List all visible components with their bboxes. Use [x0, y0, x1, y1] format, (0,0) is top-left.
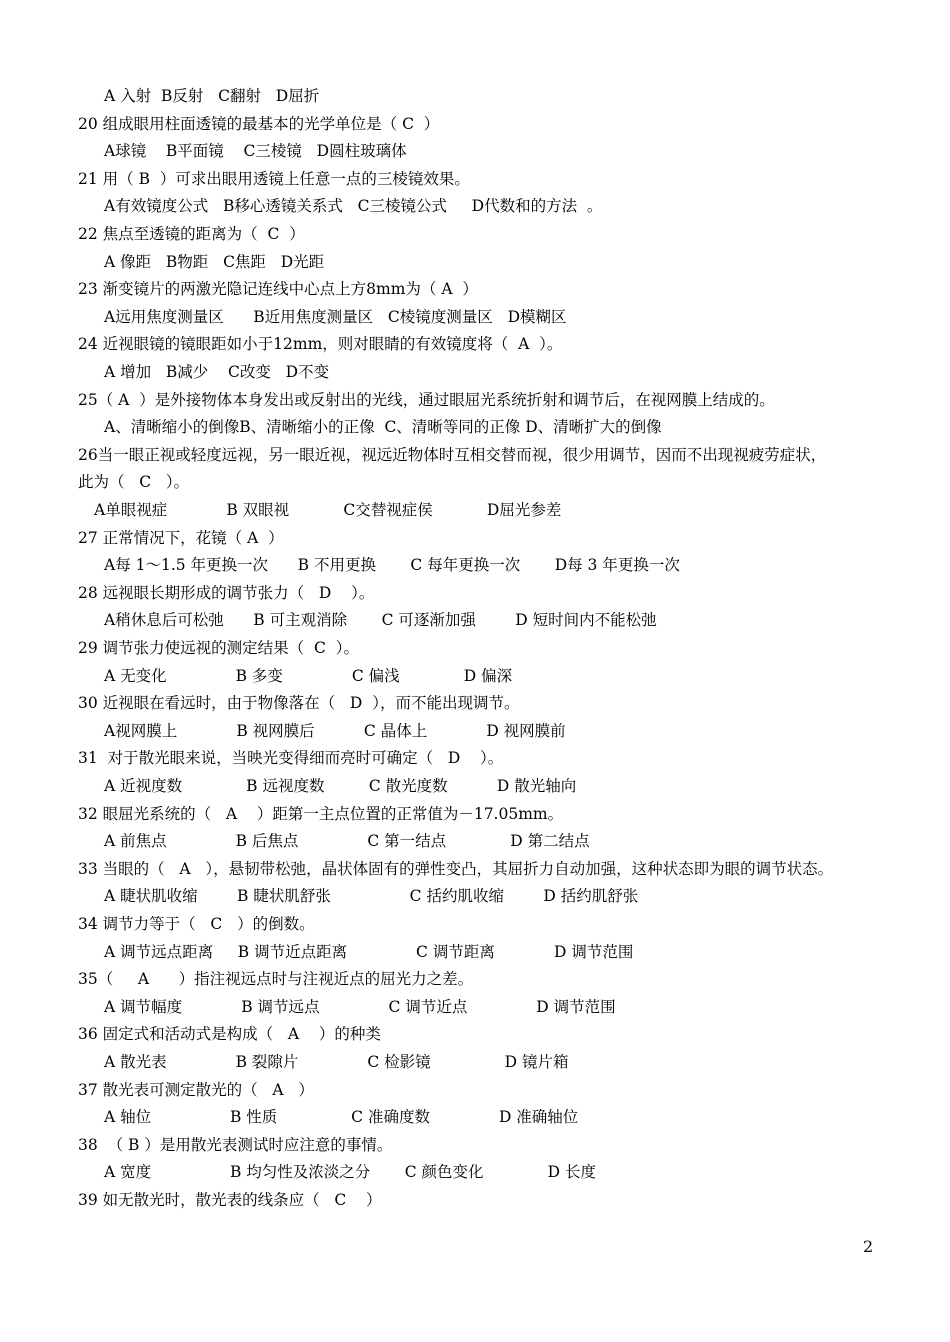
- question-line: 32 眼屈光系统的（ A ）距第一主点位置的正常值为－17.05mm。: [78, 804, 564, 823]
- question-line: 29 调节张力使远视的测定结果（ C ）。: [78, 639, 359, 657]
- answer-options: A每 1～1.5 年更换一次 B 不用更换 C 每年更换一次 D每 3 年更换一次: [104, 556, 680, 575]
- answer-options: A 无变化 B 多变 C 偏浅 D 偏深: [104, 666, 513, 685]
- question-line: 23 渐变镜片的两激光隐记连线中心点上方8mm为（ A ）: [78, 280, 478, 299]
- question-line: 35（ A ）指注视远点时与注视近点的屈光力之差。: [78, 970, 474, 989]
- answer-options: A 近视度数 B 远视度数 C 散光度数 D 散光轴向: [104, 777, 577, 795]
- answer-options: A、清晰缩小的倒像B、清晰缩小的正像 C、清晰等同的正像 D、清晰扩大的倒像: [104, 418, 662, 437]
- answer-options: A 宽度 B 均匀性及浓淡之分 C 颜色变化 D 长度: [104, 1163, 596, 1182]
- question-line: 24 近视眼镜的镜眼距如小于12mm，则对眼睛的有效镜度将（ A ）。: [78, 335, 563, 354]
- question-line: 25（ A ）是外接物体本身发出或反射出的光线，通过眼屈光系统折射和调节后，在视网膜上结成的。: [78, 390, 775, 409]
- question-line: 21 用（ B ）可求出眼用透镜上任意一点的三棱镜效果。: [78, 169, 470, 188]
- answer-options: A视网膜上 B 视网膜后 C 晶体上 D 视网膜前: [104, 721, 566, 740]
- question-line: 26当一眼正视或轻度远视，另一眼近视，视远近物体时互相交替而视，很少用调节，因而不出现视疲劳症状，: [78, 445, 827, 464]
- answer-options: A 轴位 B 性质 C 准确度数 D 准确轴位: [104, 1108, 579, 1127]
- question-line: 33 当眼的（ A ），悬韧带松弛，晶状体固有的弹性变凸，其屈折力自动加强，这种状态即为眼的调节状态。: [78, 859, 834, 878]
- answer-options: A远用焦度测量区 B近用焦度测量区 C棱镜度测量区 D模糊区: [104, 307, 567, 326]
- question-line: 30 近视眼在看远时，由于物像落在（ D ），而不能出现调节。: [78, 694, 520, 713]
- question-line: 36 固定式和活动式是构成（ A ）的种类: [78, 1025, 381, 1044]
- question-line: 28 远视眼长期形成的调节张力（ D ）。: [78, 583, 375, 602]
- question-line: 20 组成眼用柱面透镜的最基本的光学单位是（ C ）: [78, 114, 440, 133]
- question-line: 31 对于散光眼来说，当映光变得细而亮时可确定（ D ）。: [78, 749, 504, 768]
- answer-options: A 入射 B反射 C翻射 D屈折: [104, 87, 320, 105]
- question-line: 34 调节力等于（ C ）的倒数。: [78, 915, 315, 933]
- answer-options: A 调节幅度 B 调节远点 C 调节近点 D 调节范围: [104, 997, 616, 1016]
- question-line: 37 散光表可测定散光的（ A ）: [78, 1080, 314, 1099]
- question-line: 39 如无散光时，散光表的线条应（ C ）: [78, 1191, 382, 1209]
- answer-options: A 像距 B物距 C焦距 D光距: [104, 252, 325, 271]
- answer-options: A 前焦点 B 后焦点 C 第一结点 D 第二结点: [104, 832, 590, 851]
- answer-options: A 增加 B减少 C改变 D不变: [104, 363, 330, 381]
- question-line: 38 （ B ）是用散光表测试时应注意的事情。: [78, 1135, 393, 1154]
- answer-options: A球镜 B平面镜 C三棱镜 D圆柱玻璃体: [104, 142, 407, 161]
- answer-options: A 调节远点距离 B 调节近点距离 C 调节距离 D 调节范围: [104, 942, 634, 961]
- answer-options: A稍休息后可松弛 B 可主观消除 C 可逐渐加强 D 短时间内不能松弛: [104, 611, 657, 630]
- answer-options: A 散光表 B 裂隙片 C 检影镜 D 镜片箱: [104, 1053, 569, 1071]
- page-number: 2: [863, 1237, 874, 1256]
- question-line: 22 焦点至透镜的距离为（ C ）: [78, 225, 305, 243]
- answer-options: A 睫状肌收缩 B 睫状肌舒张 C 括约肌收缩 D 括约肌舒张: [104, 887, 639, 906]
- question-line: 此为（ C ）。: [78, 473, 190, 492]
- question-line: 27 正常情况下，花镜（ A ）: [78, 528, 284, 547]
- answer-options: A单眼视症 B 双眼视 C交替视症侯 D屈光参差: [94, 501, 562, 519]
- answer-options: A有效镜度公式 B移心透镜关系式 C三棱镜公式 D代数和的方法 。: [104, 197, 603, 216]
